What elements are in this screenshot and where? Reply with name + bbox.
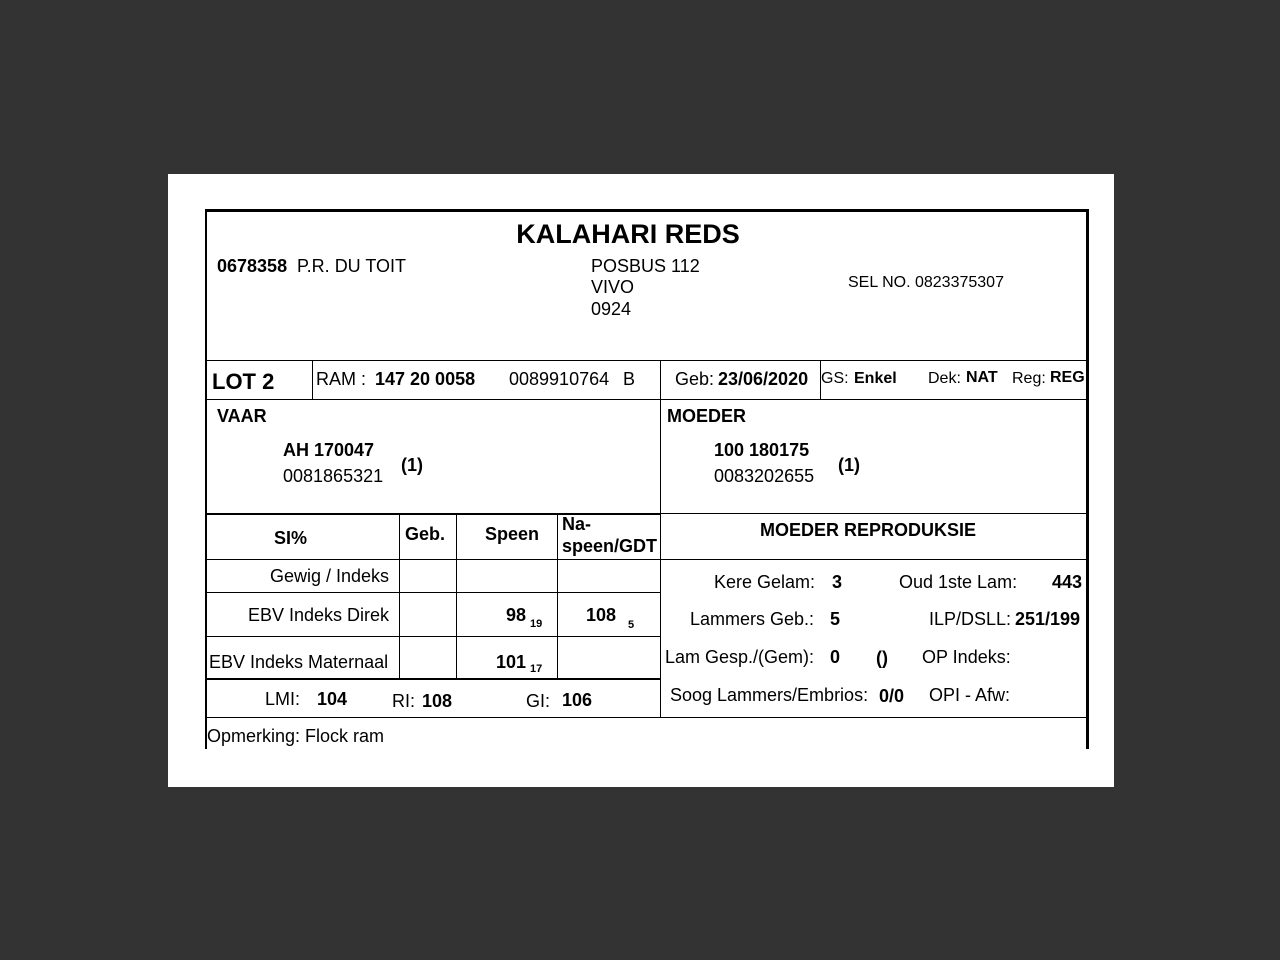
owner-name: P.R. DU TOIT [297,256,407,276]
op-label: OP Indeks: [922,647,1011,667]
speen-subscript: 19 [530,618,543,630]
member-number: 0678358 [217,256,288,276]
dek-label: Dek: [928,370,961,387]
dam-id: 100 180175 [714,440,810,460]
sire-count: (1) [401,455,423,475]
ram-id-number: 0089910764 [509,369,610,389]
table-row-label: Gewig / Indeks [270,566,390,586]
breed-title: KALAHARI REDS [516,219,740,249]
divider [660,399,661,717]
gs-label: GS: [821,370,849,387]
divider [207,360,1089,361]
address-line: POSBUS 112 [591,256,700,276]
gesp-gem: () [876,648,888,668]
gi-value: 106 [562,690,593,710]
remark: Opmerking: Flock ram [207,726,385,746]
naspeen-subscript: 5 [628,619,635,631]
birth-date: 23/06/2020 [718,369,809,389]
oud-value: 443 [1052,572,1083,592]
lmi-label: LMI: [265,689,301,709]
sire-id: AH 170047 [283,440,375,460]
divider [660,360,661,399]
ri-label: RI: [392,691,416,711]
dam-reg-number: 0083202655 [714,466,815,486]
divider [207,678,661,680]
kere-gelam-label: Kere Gelam: [714,572,816,592]
divider [207,559,1089,560]
divider [399,515,400,678]
sire-reg-number: 0081865321 [283,466,384,486]
naspeen-value: 108 [586,605,617,625]
column-header-naspeen: Na- [562,514,592,534]
phone-number: SEL NO. 0823375307 [848,274,1004,291]
column-header-naspeen: speen/GDT [562,536,658,556]
reg-label: Reg: [1012,370,1046,387]
ram-label: RAM : [316,369,367,389]
address-line: VIVO [591,277,635,297]
reg-value: REG [1050,369,1085,386]
divider [207,513,661,515]
gesp-value: 0 [830,647,841,667]
ilp-value: 251/199 [1015,609,1081,629]
lmi-value: 104 [317,689,348,709]
ilp-label: ILP/DSLL: [929,609,1012,629]
divider [207,636,661,637]
lammers-label: Lammers Geb.: [690,609,815,629]
ram-number: 147 20 0058 [375,369,476,389]
reproduction-heading: MOEDER REPRODUKSIE [760,520,977,540]
divider [207,592,661,593]
column-header-si: SI% [274,528,308,548]
speen-subscript: 17 [530,663,543,675]
oud-label: Oud 1ste Lam: [899,572,1018,592]
lammers-value: 5 [830,609,841,629]
gi-label: GI: [526,691,551,711]
speen-value: 98 [506,605,527,625]
ri-value: 108 [422,691,453,711]
dam-count: (1) [838,455,860,475]
soog-value: 0/0 [879,686,905,706]
divider [557,515,558,678]
opi-label: OPI - Afw: [929,685,1011,705]
gs-value: Enkel [854,370,897,387]
lot-number: LOT 2 [212,369,275,394]
soog-label: Soog Lammers/Embrios: [670,685,869,705]
gesp-label: Lam Gesp./(Gem): [665,647,815,667]
column-header-speen: Speen [485,524,540,544]
divider [456,515,457,678]
birth-date-label: Geb: [675,369,715,389]
column-header-geb: Geb. [405,524,446,544]
dek-value: NAT [966,369,998,386]
ram-id-suffix: B [623,369,636,389]
dam-heading: MOEDER [667,406,747,426]
divider [207,717,1089,718]
divider [661,513,1089,514]
table-row-label: EBV Indeks Direk [248,605,390,625]
divider [207,399,1089,400]
divider [312,360,313,399]
sire-heading: VAAR [217,406,267,426]
kere-gelam-value: 3 [832,572,843,592]
table-row-label: EBV Indeks Maternaal [209,652,389,672]
speen-value: 101 [496,652,527,672]
address-line: 0924 [591,299,632,319]
